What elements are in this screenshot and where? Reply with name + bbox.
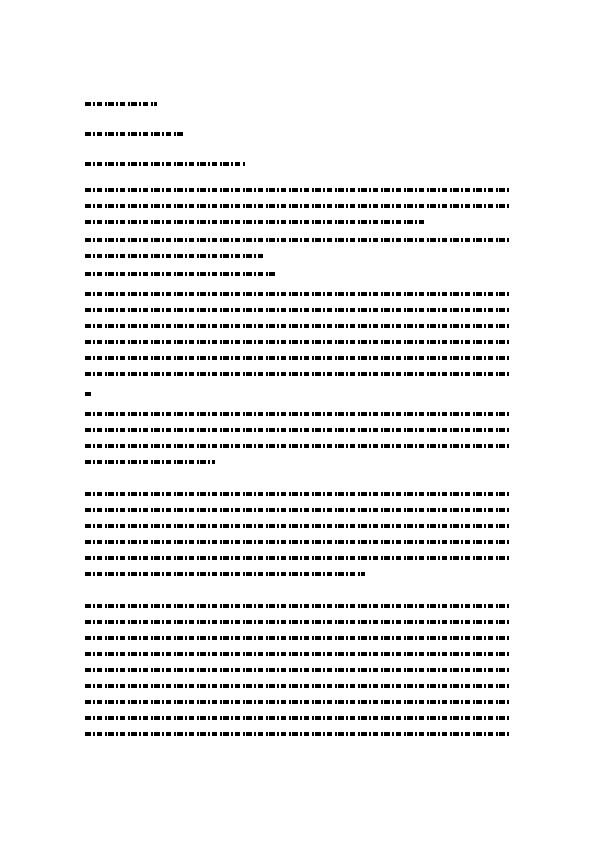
text-line [85,252,265,260]
text-line [85,714,510,722]
text-line [85,554,510,562]
text-line [85,458,215,466]
text-line [85,538,510,546]
text-line [85,390,93,398]
text-line [85,186,510,194]
text-line [85,650,510,658]
text-line [85,290,510,298]
text-line [85,218,425,226]
text-line [85,618,510,626]
text-line [85,354,510,362]
text-line [85,100,157,108]
text-line [85,338,510,346]
text-line [85,370,510,378]
text-line [85,410,510,418]
text-line [85,666,510,674]
text-line [85,426,510,434]
text-line [85,634,510,642]
text-line [85,202,510,210]
text-line [85,322,510,330]
text-line [85,490,510,498]
text-line [85,730,510,738]
text-line [85,306,510,314]
text-line [85,506,510,514]
text-line [85,570,365,578]
text-line [85,130,185,138]
text-line [85,442,510,450]
text-line [85,522,510,530]
text-line [85,682,510,690]
text-line [85,160,245,168]
text-line [85,698,510,706]
text-line [85,602,510,610]
text-line [85,270,275,278]
text-line [85,236,510,244]
